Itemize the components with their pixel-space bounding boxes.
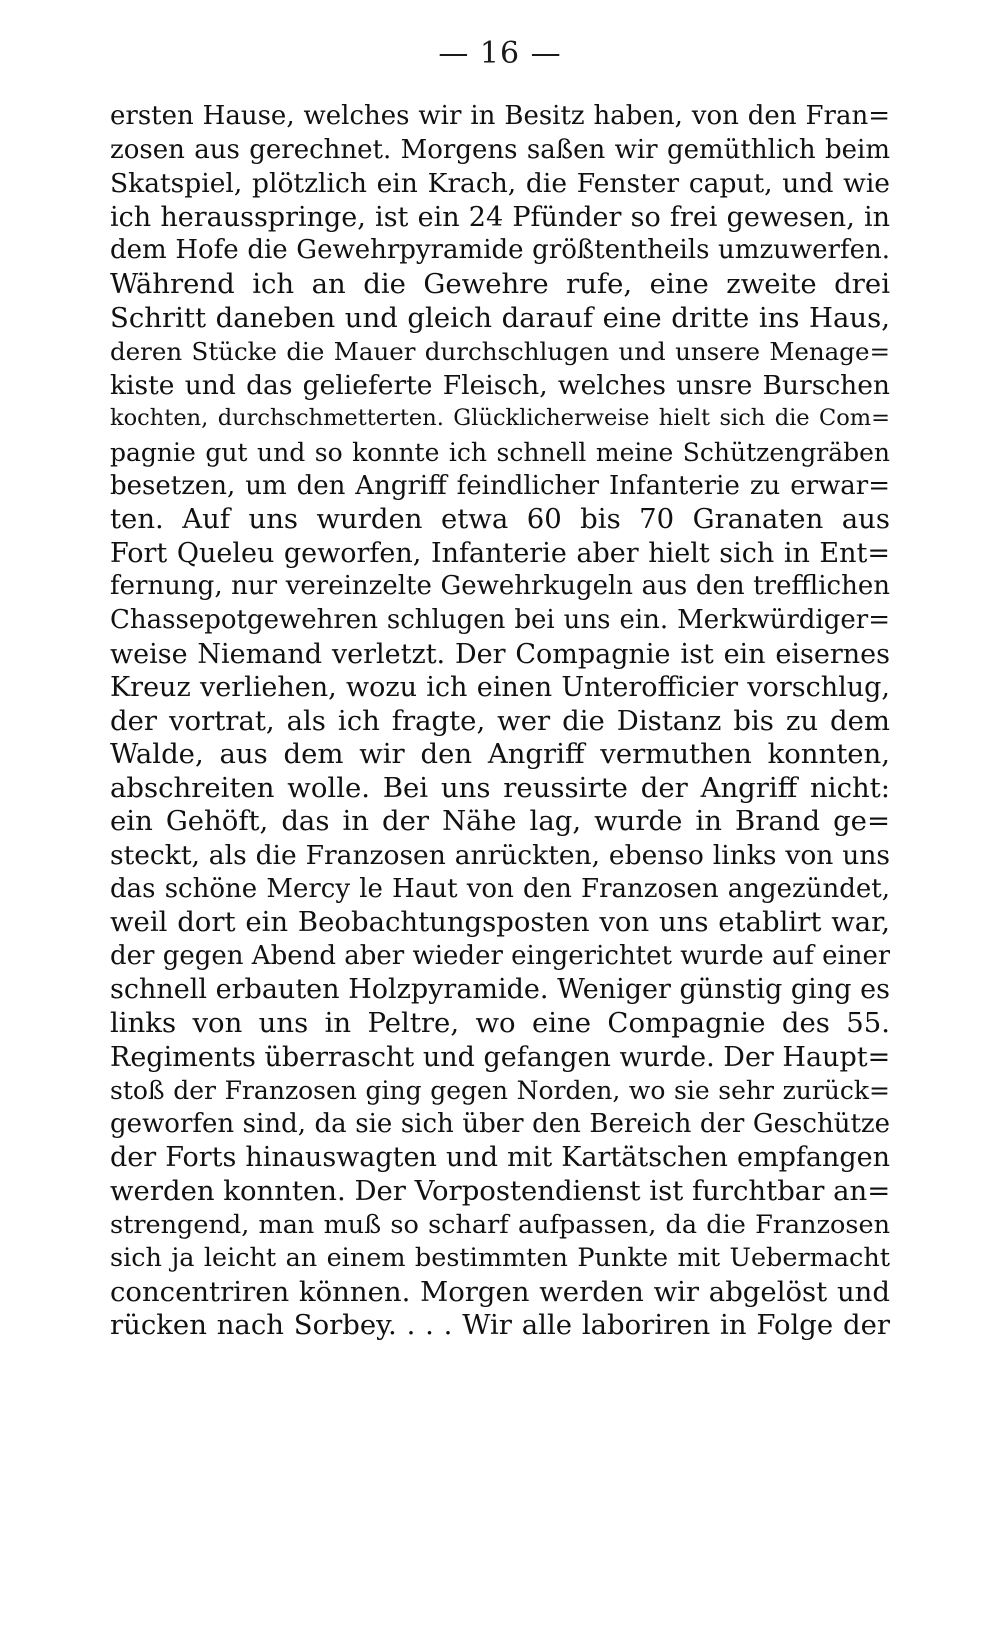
text-line: steckt, als die Franzosen anrückten, ebenso links von uns	[110, 840, 890, 872]
text-line: Regiments überrascht und gefangen wurde. Der Haupt=	[110, 1041, 890, 1073]
text-line: abschreiten wolle. Bei uns reussirte der Angriff nicht:	[110, 771, 890, 804]
text-line: deren Stücke die Mauer durchschlugen und unsere Menage=	[110, 337, 890, 367]
text-line: der Forts hinauswagten und mit Kartätschen empfangen	[110, 1142, 890, 1174]
text-line: concentriren können. Morgen werden wir abgelöst und	[110, 1275, 890, 1308]
text-line: pagnie gut und so konnte ich schnell meine Schützengräben	[110, 437, 890, 467]
text-line: kochten, durchschmetterten. Glücklicherweise hielt sich die Com=	[110, 405, 890, 432]
text-line: der gegen Abend aber wieder eingerichtet wurde auf einer	[110, 940, 890, 971]
text-line: der vortrat, als ich fragte, wer die Distanz bis zu dem	[110, 704, 890, 737]
text-line: zosen aus gerechnet. Morgens saßen wir gemüthlich beim	[110, 134, 890, 165]
text-line: fernung, nur vereinzelte Gewehrkugeln aus den trefflichen	[110, 571, 890, 602]
text-line: das schöne Mercy le Haut von den Franzosen angezündet,	[110, 873, 890, 904]
text-line: weise Niemand verletzt. Der Compagnie ist ein eisernes	[110, 638, 890, 670]
text-line: besetzen, um den Angriff feindlicher Infanterie zu erwar=	[110, 470, 890, 501]
text-line: weil dort ein Beobachtungsposten von uns etablirt war,	[110, 906, 890, 939]
text-line: ten. Auf uns wurden etwa 60 bis 70 Granaten aus	[110, 503, 890, 536]
text-line: ersten Hause, welches wir in Besitz haben, von den Fran=	[110, 101, 890, 131]
text-line: Chassepotgewehren schlugen bei uns ein. Merkwürdiger=	[110, 604, 890, 635]
text-line: Walde, aus dem wir den Angriff vermuthen konnten,	[110, 738, 890, 771]
text-line: Während ich an die Gewehre rufe, eine zweite drei	[110, 267, 890, 300]
text-line: rücken nach Sorbey. . . . Wir alle laboriren in Folge der	[110, 1309, 890, 1342]
page-number: — 16 —	[438, 36, 562, 71]
text-line: ein Gehöft, das in der Nähe lag, wurde in Brand ge=	[110, 805, 890, 838]
text-line: links von uns in Peltre, wo eine Compagnie des 55.	[110, 1007, 890, 1040]
text-line: Skatspiel, plötzlich ein Krach, die Fenster caput, und wie	[110, 168, 890, 200]
text-line: stoß der Franzosen ging gegen Norden, wo sie sehr zurück=	[110, 1076, 890, 1106]
text-line: Kreuz verliehen, wozu ich einen Unterofficier vorschlug,	[110, 672, 890, 704]
body-text	[110, 100, 890, 1343]
text-line: Fort Queleu geworfen, Infanterie aber hielt sich in Ent=	[110, 537, 890, 569]
text-line: kiste und das gelieferte Fleisch, welches unsre Burschen	[110, 369, 890, 401]
text-line: ich herausspringe, ist ein 24 Pfünder so frei gewesen, in	[110, 201, 890, 233]
text-line: Schritt daneben und gleich darauf eine dritte ins Haus,	[110, 301, 890, 334]
text-line: sich ja leicht an einem bestimmten Punkte mit Uebermacht	[110, 1243, 890, 1274]
text-line: strengend, man muß so scharf aufpassen, da die Franzosen	[110, 1209, 890, 1240]
text-line: geworfen sind, da sie sich über den Bereich der Geschütze	[110, 1108, 890, 1139]
text-line: werden konnten. Der Vorpostendienst ist furchtbar an=	[110, 1175, 890, 1207]
text-line: dem Hofe die Gewehrpyramide größtentheils umzuwerfen.	[110, 235, 890, 266]
text-line: schnell erbauten Holzpyramide. Weniger günstig ging es	[110, 974, 890, 1006]
